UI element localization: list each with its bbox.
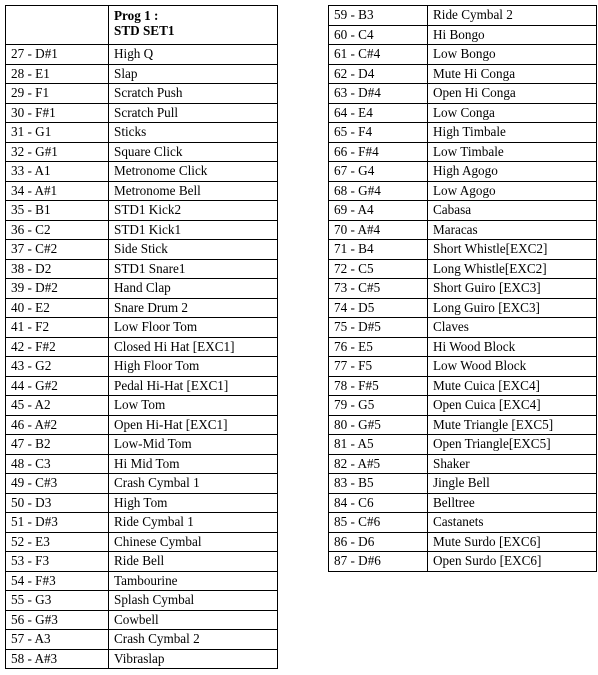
note-key-cell: 47 - B2 xyxy=(6,435,109,455)
note-key-cell: 61 - C#4 xyxy=(329,45,428,65)
note-key-cell: 27 - D#1 xyxy=(6,45,109,65)
table-row xyxy=(329,513,597,533)
sound-name-cell: Claves xyxy=(428,318,597,338)
note-key-cell: 81 - A5 xyxy=(329,435,428,455)
table-row xyxy=(6,259,278,279)
note-key-cell: 65 - F4 xyxy=(329,123,428,143)
table-row xyxy=(6,591,278,611)
note-key-cell: 78 - F#5 xyxy=(329,376,428,396)
header-empty-cell xyxy=(6,6,109,45)
note-key-cell: 87 - D#6 xyxy=(329,552,428,572)
note-key-cell: 33 - A1 xyxy=(6,162,109,182)
sound-name-cell: Ride Cymbal 1 xyxy=(109,513,278,533)
table-row xyxy=(329,103,597,123)
table-row xyxy=(6,318,278,338)
table-row xyxy=(329,6,597,26)
note-key-cell: 77 - F5 xyxy=(329,357,428,377)
sound-name-cell: Pedal Hi-Hat [EXC1] xyxy=(109,376,278,396)
note-key-cell: 49 - C#3 xyxy=(6,474,109,494)
table-row xyxy=(6,474,278,494)
sound-name-cell: Shaker xyxy=(428,454,597,474)
table-row xyxy=(329,493,597,513)
note-key-cell: 35 - B1 xyxy=(6,201,109,221)
note-key-cell: 30 - F#1 xyxy=(6,103,109,123)
note-key-cell: 41 - F2 xyxy=(6,318,109,338)
table-row xyxy=(329,415,597,435)
sound-name-cell: Cabasa xyxy=(428,201,597,221)
note-key-cell: 53 - F3 xyxy=(6,552,109,572)
sound-name-cell: Slap xyxy=(109,64,278,84)
sound-name-cell: STD1 Kick2 xyxy=(109,201,278,221)
note-key-cell: 54 - F#3 xyxy=(6,571,109,591)
table-row xyxy=(329,25,597,45)
table-row xyxy=(6,513,278,533)
note-key-cell: 84 - C6 xyxy=(329,493,428,513)
table-row xyxy=(329,532,597,552)
sound-name-cell: Low Conga xyxy=(428,103,597,123)
table-row xyxy=(6,376,278,396)
table-row xyxy=(6,396,278,416)
table-row xyxy=(329,318,597,338)
sound-name-cell: Tambourine xyxy=(109,571,278,591)
table-row xyxy=(329,454,597,474)
sound-name-cell: Low Tom xyxy=(109,396,278,416)
sound-name-cell: Vibraslap xyxy=(109,649,278,669)
table-row xyxy=(329,64,597,84)
sound-name-cell: Hi Wood Block xyxy=(428,337,597,357)
table-row xyxy=(6,162,278,182)
drum-map-body-right xyxy=(329,6,597,572)
table-row xyxy=(329,181,597,201)
note-key-cell: 37 - C#2 xyxy=(6,240,109,260)
note-key-cell: 72 - C5 xyxy=(329,259,428,279)
sound-name-cell: Side Stick xyxy=(109,240,278,260)
sound-name-cell: Castanets xyxy=(428,513,597,533)
note-key-cell: 75 - D#5 xyxy=(329,318,428,338)
note-key-cell: 38 - D2 xyxy=(6,259,109,279)
sound-name-cell: Metronome Bell xyxy=(109,181,278,201)
table-row xyxy=(329,201,597,221)
sound-name-cell: STD1 Kick1 xyxy=(109,220,278,240)
table-row xyxy=(6,610,278,630)
sound-name-cell: STD1 Snare1 xyxy=(109,259,278,279)
table-row xyxy=(329,396,597,416)
table-row xyxy=(6,532,278,552)
note-key-cell: 71 - B4 xyxy=(329,240,428,260)
note-key-cell: 32 - G#1 xyxy=(6,142,109,162)
sound-name-cell: High Floor Tom xyxy=(109,357,278,377)
table-row xyxy=(329,474,597,494)
sound-name-cell: High Timbale xyxy=(428,123,597,143)
table-row xyxy=(329,279,597,299)
sound-name-cell: Hand Clap xyxy=(109,279,278,299)
table-row xyxy=(6,103,278,123)
table-row xyxy=(329,220,597,240)
table-row xyxy=(6,142,278,162)
sound-name-cell: Mute Surdo [EXC6] xyxy=(428,532,597,552)
note-key-cell: 50 - D3 xyxy=(6,493,109,513)
note-key-cell: 55 - G3 xyxy=(6,591,109,611)
note-key-cell: 86 - D6 xyxy=(329,532,428,552)
note-key-cell: 59 - B3 xyxy=(329,6,428,26)
sound-name-cell: Crash Cymbal 2 xyxy=(109,630,278,650)
note-key-cell: 34 - A#1 xyxy=(6,181,109,201)
table-row xyxy=(6,649,278,669)
note-key-cell: 82 - A#5 xyxy=(329,454,428,474)
table-row xyxy=(6,123,278,143)
sound-name-cell: Low Wood Block xyxy=(428,357,597,377)
table-row xyxy=(6,552,278,572)
note-key-cell: 66 - F#4 xyxy=(329,142,428,162)
table-row xyxy=(329,123,597,143)
drum-map-body-left xyxy=(6,6,278,669)
sound-name-cell: Mute Triangle [EXC5] xyxy=(428,415,597,435)
note-key-cell: 70 - A#4 xyxy=(329,220,428,240)
sound-name-cell: Low Timbale xyxy=(428,142,597,162)
note-key-cell: 57 - A3 xyxy=(6,630,109,650)
sound-name-cell: Mute Cuica [EXC4] xyxy=(428,376,597,396)
note-key-cell: 40 - E2 xyxy=(6,298,109,318)
sound-name-cell: Metronome Click xyxy=(109,162,278,182)
sound-name-cell: Low Agogo xyxy=(428,181,597,201)
note-key-cell: 44 - G#2 xyxy=(6,376,109,396)
table-row xyxy=(6,298,278,318)
sound-name-cell: Mute Hi Conga xyxy=(428,64,597,84)
note-key-cell: 67 - G4 xyxy=(329,162,428,182)
note-key-cell: 85 - C#6 xyxy=(329,513,428,533)
sound-name-cell: Belltree xyxy=(428,493,597,513)
note-key-cell: 36 - C2 xyxy=(6,220,109,240)
table-row xyxy=(329,435,597,455)
sound-name-cell: Short Guiro [EXC3] xyxy=(428,279,597,299)
table-row xyxy=(6,279,278,299)
table-row xyxy=(6,337,278,357)
table-row xyxy=(329,552,597,572)
note-key-cell: 43 - G2 xyxy=(6,357,109,377)
table-row xyxy=(329,337,597,357)
note-key-cell: 64 - E4 xyxy=(329,103,428,123)
table-row xyxy=(6,454,278,474)
table-row xyxy=(329,142,597,162)
note-key-cell: 76 - E5 xyxy=(329,337,428,357)
table-row xyxy=(6,630,278,650)
note-key-cell: 42 - F#2 xyxy=(6,337,109,357)
note-key-cell: 45 - A2 xyxy=(6,396,109,416)
table-row xyxy=(329,84,597,104)
sound-name-cell: Open Triangle[EXC5] xyxy=(428,435,597,455)
sound-name-cell: Low Bongo xyxy=(428,45,597,65)
sound-name-cell: Crash Cymbal 1 xyxy=(109,474,278,494)
table-row xyxy=(6,84,278,104)
table-row xyxy=(6,220,278,240)
header-title-cell xyxy=(109,6,278,45)
sound-name-cell: Sticks xyxy=(109,123,278,143)
note-key-cell: 62 - D4 xyxy=(329,64,428,84)
sound-name-cell: Hi Bongo xyxy=(428,25,597,45)
note-key-cell: 46 - A#2 xyxy=(6,415,109,435)
sound-name-cell: Ride Cymbal 2 xyxy=(428,6,597,26)
table-row xyxy=(329,357,597,377)
note-key-cell: 56 - G#3 xyxy=(6,610,109,630)
kit-name: STD SET1 xyxy=(114,23,175,38)
table-row xyxy=(6,181,278,201)
note-key-cell: 63 - D#4 xyxy=(329,84,428,104)
table-row xyxy=(6,571,278,591)
table-row xyxy=(6,240,278,260)
sound-name-cell: Scratch Pull xyxy=(109,103,278,123)
note-key-cell: 69 - A4 xyxy=(329,201,428,221)
sound-name-cell: Long Whistle[EXC2] xyxy=(428,259,597,279)
sound-name-cell: Jingle Bell xyxy=(428,474,597,494)
table-row xyxy=(6,64,278,84)
sound-name-cell: Long Guiro [EXC3] xyxy=(428,298,597,318)
sound-name-cell: Splash Cymbal xyxy=(109,591,278,611)
table-row xyxy=(6,357,278,377)
note-key-cell: 51 - D#3 xyxy=(6,513,109,533)
sound-name-cell: Cowbell xyxy=(109,610,278,630)
note-key-cell: 80 - G#5 xyxy=(329,415,428,435)
note-key-cell: 60 - C4 xyxy=(329,25,428,45)
sound-name-cell: Snare Drum 2 xyxy=(109,298,278,318)
table-row xyxy=(329,240,597,260)
table-row xyxy=(6,201,278,221)
note-key-cell: 79 - G5 xyxy=(329,396,428,416)
sound-name-cell: Maracas xyxy=(428,220,597,240)
table-row xyxy=(329,376,597,396)
note-key-cell: 31 - G1 xyxy=(6,123,109,143)
note-key-cell: 48 - C3 xyxy=(6,454,109,474)
table-row xyxy=(329,259,597,279)
sound-name-cell: Hi Mid Tom xyxy=(109,454,278,474)
sound-name-cell: Scratch Push xyxy=(109,84,278,104)
note-key-cell: 28 - E1 xyxy=(6,64,109,84)
sound-name-cell: Closed Hi Hat [EXC1] xyxy=(109,337,278,357)
note-key-cell: 39 - D#2 xyxy=(6,279,109,299)
table-row xyxy=(6,493,278,513)
table-row xyxy=(6,435,278,455)
table-row xyxy=(329,45,597,65)
program-label: Prog 1 : xyxy=(114,8,159,23)
note-key-cell: 73 - C#5 xyxy=(329,279,428,299)
note-key-cell: 83 - B5 xyxy=(329,474,428,494)
sound-name-cell: Chinese Cymbal xyxy=(109,532,278,552)
sound-name-cell: Low Floor Tom xyxy=(109,318,278,338)
sound-name-cell: High Tom xyxy=(109,493,278,513)
sound-name-cell: Open Hi Conga xyxy=(428,84,597,104)
drum-map-table-right xyxy=(328,5,597,572)
sound-name-cell: Low-Mid Tom xyxy=(109,435,278,455)
sound-name-cell: Open Cuica [EXC4] xyxy=(428,396,597,416)
table-row xyxy=(6,415,278,435)
sound-name-cell: Open Surdo [EXC6] xyxy=(428,552,597,572)
note-key-cell: 74 - D5 xyxy=(329,298,428,318)
table-row xyxy=(329,162,597,182)
table-header-row xyxy=(6,6,278,45)
sound-name-cell: High Agogo xyxy=(428,162,597,182)
sound-name-cell: Open Hi-Hat [EXC1] xyxy=(109,415,278,435)
sound-name-cell: High Q xyxy=(109,45,278,65)
sound-name-cell: Short Whistle[EXC2] xyxy=(428,240,597,260)
note-key-cell: 52 - E3 xyxy=(6,532,109,552)
sound-name-cell: Square Click xyxy=(109,142,278,162)
note-key-cell: 29 - F1 xyxy=(6,84,109,104)
note-key-cell: 68 - G#4 xyxy=(329,181,428,201)
table-row xyxy=(6,45,278,65)
drum-map-table-left xyxy=(5,5,278,669)
table-row xyxy=(329,298,597,318)
note-key-cell: 58 - A#3 xyxy=(6,649,109,669)
sound-name-cell: Ride Bell xyxy=(109,552,278,572)
